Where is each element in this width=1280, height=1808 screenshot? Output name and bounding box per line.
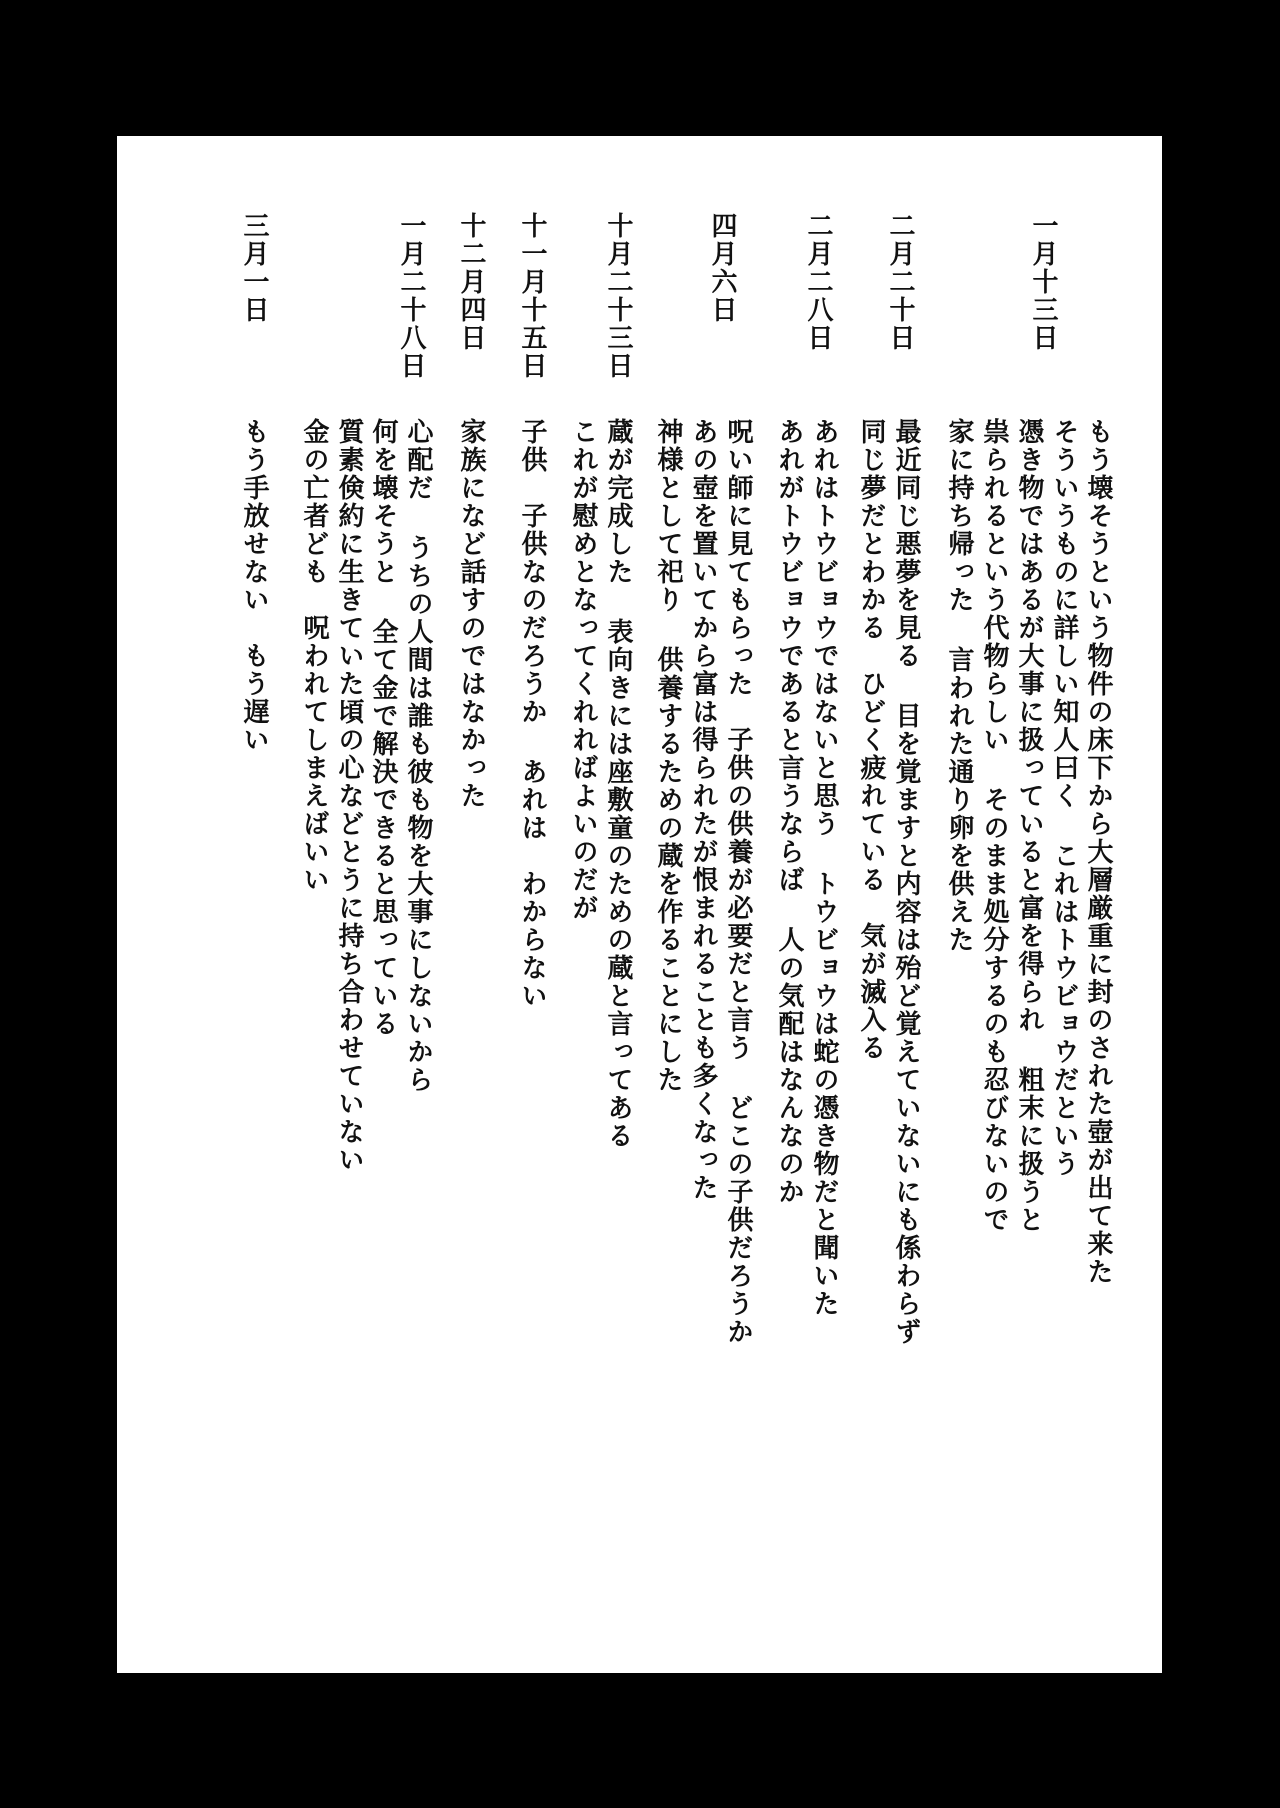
entry-line: 子供 子供なのだろうか あれは わからない bbox=[517, 418, 547, 1010]
entry-line: 同じ夢だとわかる ひどく疲れている 気が滅入る bbox=[856, 418, 886, 1062]
entry-date: 一月二十八日 bbox=[396, 212, 426, 380]
entry-date: 一月十三日 bbox=[1028, 212, 1058, 352]
diary-page bbox=[117, 136, 1162, 1673]
entry-line: 最近同じ悪夢を見る 目を覚ますと内容は殆ど覚えていないにも係わらず bbox=[891, 418, 921, 1346]
entry-line: あの壺を置いてから富は得られたが恨まれることも多くなった bbox=[688, 418, 718, 1202]
entry-date: 二月二八日 bbox=[803, 212, 833, 352]
entry-date: 十一月十五日 bbox=[517, 212, 547, 380]
entry-date: 四月六日 bbox=[707, 212, 737, 324]
entry-date: 十二月四日 bbox=[456, 212, 486, 352]
entry-line: 家族になど話すのではなかった bbox=[456, 418, 486, 810]
entry-line: もう壊そうという物件の床下から大層厳重に封のされた壺が出て来た bbox=[1083, 418, 1113, 1286]
entry-line: 質素倹約に生きていた頃の心などとうに持ち合わせていない bbox=[334, 418, 364, 1174]
entry-line: もう手放せない もう遅い bbox=[239, 418, 269, 754]
entry-line: あれがトウビョウであると言うならば 人の気配はなんなのか bbox=[774, 418, 804, 1206]
entry-line: そういうものに詳しい知人曰く これはトウビョウだという bbox=[1049, 418, 1079, 1178]
entry-line: これが慰めとなってくれればよいのだが bbox=[568, 418, 598, 922]
entry-line: あれはトウビョウではないと思う トウビョウは蛇の憑き物だと聞いた bbox=[809, 418, 839, 1318]
entry-line: 心配だ うちの人間は誰も彼も物を大事にしないから bbox=[403, 418, 433, 1094]
entry-date: 三月一日 bbox=[239, 212, 269, 324]
entry-date: 十月二十三日 bbox=[603, 212, 633, 380]
entry-line: 家に持ち帰った 言われた通り卵を供えた bbox=[944, 418, 974, 954]
entry-line: 神様として祀り 供養するための蔵を作ることにした bbox=[653, 418, 683, 1094]
entry-line: 呪い師に見てもらった 子供の供養が必要だと言う どこの子供だろうか bbox=[723, 418, 753, 1346]
entry-line: 祟られるという代物らしい そのまま処分するのも忍びないので bbox=[979, 418, 1009, 1234]
entry-line: 金の亡者ども 呪われてしまえばいい bbox=[299, 418, 329, 894]
entry-line: 蔵が完成した 表向きには座敷童のための蔵と言ってある bbox=[603, 418, 633, 1150]
entry-date: 二月二十日 bbox=[885, 212, 915, 352]
entry-line: 何を壊そうと 全て金で解決できると思っている bbox=[368, 418, 398, 1038]
entry-line: 憑き物ではあるが大事に扱っていると富を得られ 粗末に扱うと bbox=[1014, 418, 1044, 1234]
